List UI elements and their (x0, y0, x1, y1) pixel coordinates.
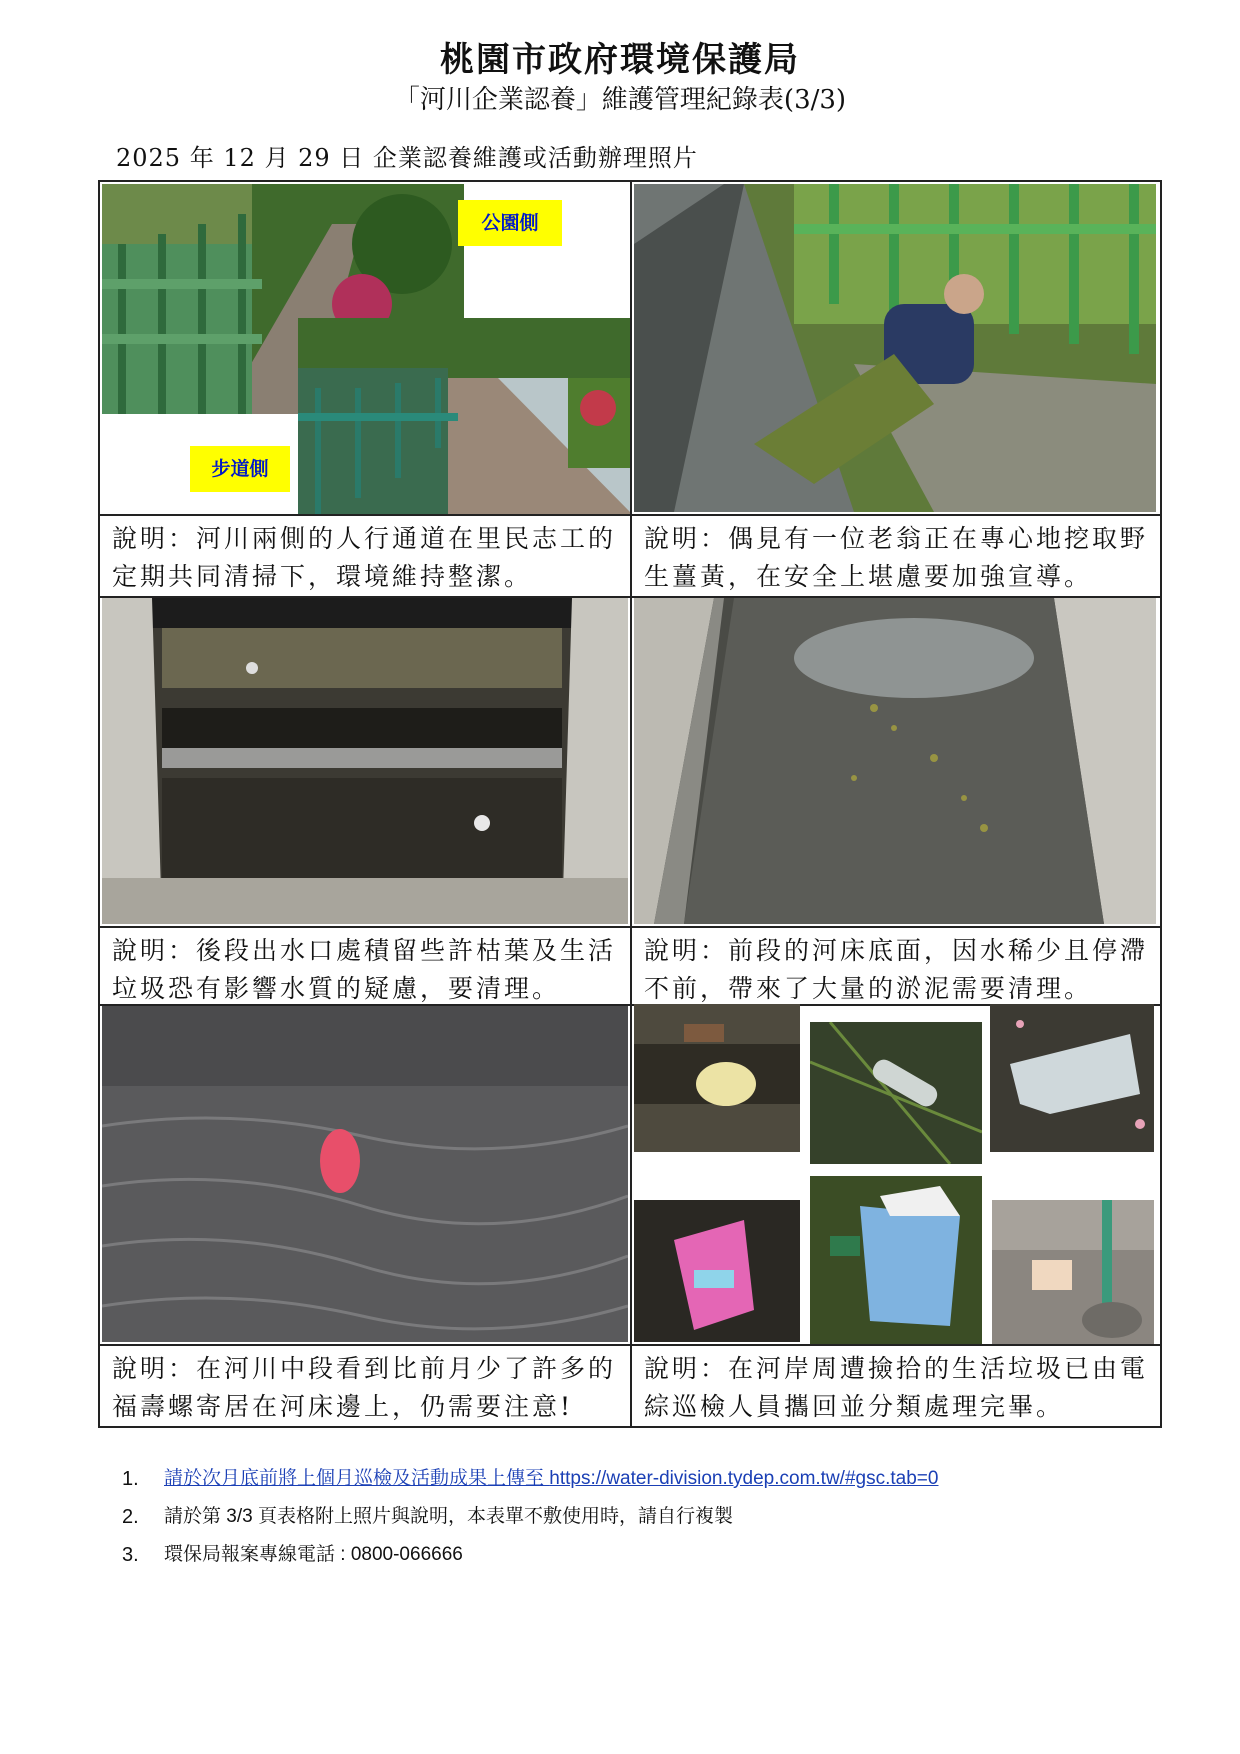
photo-trash-4 (634, 1200, 800, 1342)
label-park-side: 公園側 (458, 200, 562, 246)
photo-row-1 (100, 182, 1160, 516)
photo-row-3 (100, 1004, 1160, 1346)
record-date-line: 2025 年 12 月 29 日 企業認養維護或活動辦理照片 (116, 144, 698, 172)
caption-row-3 (100, 1344, 1160, 1426)
photo-cell-walkway (100, 182, 632, 514)
note-number: 2. (122, 1506, 139, 1528)
upload-link[interactable]: https://water-division.tydep.com.tw/#gsc.tab=0 (549, 1468, 939, 1489)
photo-trash-1 (634, 1004, 800, 1152)
caption-outlet: 說明：後段出水口處積留些許枯葉及生活垃圾恐有影響水質的疑慮，要清理。 (100, 926, 632, 1004)
notes-list (122, 1460, 1122, 1574)
note-item-3 (122, 1536, 1122, 1574)
caption-row-2 (100, 926, 1160, 1006)
caption-walkway: 說明：河川兩側的人行通道在里民志工的定期共同清掃下，環境維持整潔。 (100, 514, 632, 596)
photo-cell-outlet (100, 596, 632, 926)
photo-snail-eggs (102, 1006, 628, 1342)
photo-cell-elder (632, 182, 1160, 514)
note-number: 3. (122, 1544, 139, 1566)
photo-elder-digging (634, 184, 1156, 512)
note-text: 請於第 3/3 頁表格附上照片與說明，本表單不敷使用時，請自行複製 (164, 1506, 733, 1527)
photo-trash-2 (810, 1022, 982, 1164)
photo-outlet-debris (102, 598, 628, 924)
caption-trash: 說明：在河岸周遭撿拾的生活垃圾已由電綜巡檢人員攜回並分類處理完畢。 (644, 1354, 1149, 1421)
photo-row-2 (100, 596, 1160, 928)
page-title: 桃園市政府環境保護局 (440, 40, 800, 80)
photo-trash-3 (990, 1004, 1154, 1152)
photo-record-table (98, 180, 1162, 1428)
photo-cell-snail (100, 1004, 632, 1344)
photo-trash-6 (992, 1200, 1154, 1344)
caption-elder: 說明：偶見有一位老翁正在專心地挖取野生薑黃，在安全上堪慮要加強宣導。 (644, 524, 1149, 591)
caption-row-1 (100, 514, 1160, 598)
note-item-1 (122, 1460, 1122, 1498)
form-subtitle: 「河川企業認養」維護管理紀錄表(3/3) (393, 85, 847, 115)
note-item-2 (122, 1498, 1122, 1536)
note-text: 環保局報案專線電話 : 0800-066666 (164, 1544, 463, 1565)
photo-trash-5 (810, 1176, 982, 1344)
photo-trail-side (298, 318, 632, 514)
caption-snail: 說明：在河川中段看到比前月少了許多的福壽螺寄居在河床邊上，仍需要注意! (100, 1344, 632, 1426)
caption-riverbed: 說明：前段的河床底面，因水稀少且停滯不前，帶來了大量的淤泥需要清理。 (644, 936, 1149, 1003)
photo-cell-trash (632, 1004, 1160, 1344)
note-text: 請於次月底前將上個月巡檢及活動成果上傳至 https://water-division.tydep.com.tw/#gsc.tab=0 (164, 1468, 939, 1489)
label-trail-side: 步道側 (190, 446, 290, 492)
note-number: 1. (122, 1468, 139, 1490)
photo-cell-riverbed (632, 596, 1160, 926)
photo-riverbed-silt (634, 598, 1156, 924)
